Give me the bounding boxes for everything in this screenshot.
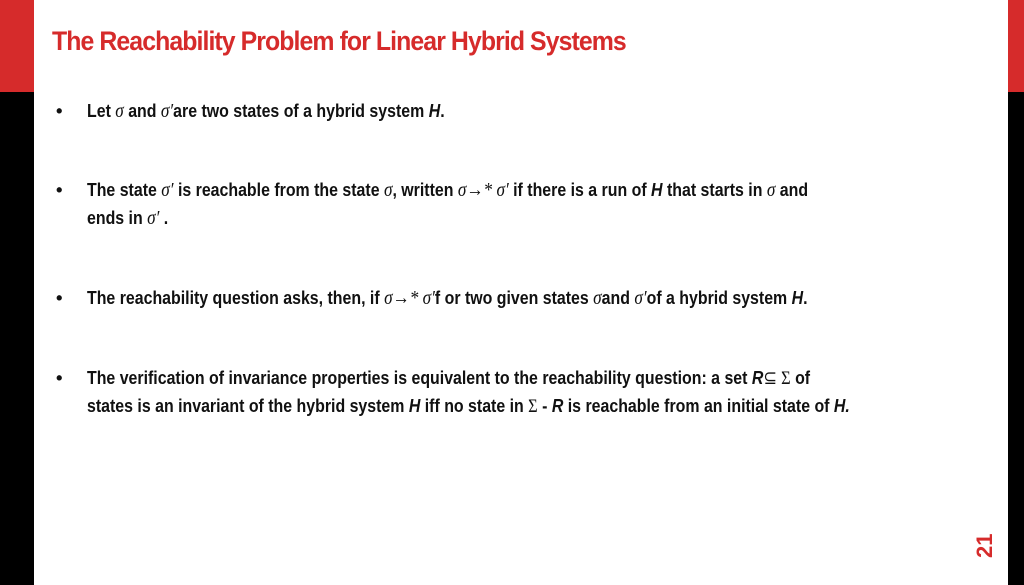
math-expression: ⊆ Σ [763,368,791,389]
set-symbol: R [751,367,764,388]
math-symbol: σ [766,179,776,201]
text-segment: , written [392,179,458,200]
bullet-marker: • [56,287,63,308]
math-symbol: σ′ [634,287,647,309]
bullet-text-4 [87,364,947,420]
left-black-bar [0,92,34,585]
text-segment: are two states of a hybrid system [173,100,429,121]
math-symbol: σ′ [160,100,174,122]
math-expression: σ→* σ′ [457,179,509,201]
text-segment: of a hybrid system [646,287,792,308]
hybrid-system-symbol: H [651,179,663,200]
text-segment: is reachable from an initial state of [563,395,834,416]
right-red-bar [1008,0,1024,92]
text-segment: . [803,287,808,308]
bullet-item-2 [56,176,986,232]
bullet-marker: • [56,179,63,200]
math-symbol: σ [115,100,124,122]
text-segment: iff no state in [420,395,529,416]
math-expression: σ→* σ′ [384,287,435,309]
text-segment: of [790,367,811,388]
text-segment: if there is a run of [508,179,652,200]
text-segment: The verification of invariance properties is equivalent to the reachability question: a set [87,367,752,388]
text-segment: ends in [87,207,148,228]
left-red-bar [0,0,34,92]
text-segment: . [440,100,445,121]
text-segment: The state [87,179,162,200]
bullet-item-1 [56,97,986,125]
text-segment: states is an invariant of the hybrid system [87,395,409,416]
text-segment: f or two given states [434,287,594,308]
hybrid-system-symbol: H [408,395,421,416]
text-segment: The reachability question asks, then, if [87,287,385,308]
text-segment: is reachable from the state [173,179,384,200]
text-segment: . [845,395,850,416]
bullet-marker: • [56,367,63,388]
math-symbol: σ [383,179,393,201]
hybrid-system-symbol: H [791,287,804,308]
math-symbol: σ′ [161,179,174,201]
text-segment: and [123,100,161,121]
bullet-marker: • [56,100,63,121]
right-black-bar [1008,92,1024,585]
set-symbol: R [551,395,564,416]
bullet-item-4 [56,364,986,420]
slide-title: The Reachability Problem for Linear Hybrid Systems [52,26,626,56]
text-segment: - [537,395,552,416]
bullet-item-3 [56,284,986,312]
math-symbol: Σ [528,396,538,417]
math-symbol: σ [593,287,602,309]
text-segment: that starts in [662,179,767,200]
math-symbol: σ′ [147,207,160,229]
bullet-text-2 [87,176,947,232]
text-segment: . [159,207,169,228]
text-segment: and [601,287,635,308]
hybrid-system-symbol: H [833,395,846,416]
hybrid-system-symbol: H [428,100,441,121]
text-segment: Let [87,100,116,121]
page-number: 21 [972,533,997,558]
bullet-text-3 [87,284,947,312]
bullet-text-1 [87,97,947,125]
text-segment: and [775,179,809,200]
